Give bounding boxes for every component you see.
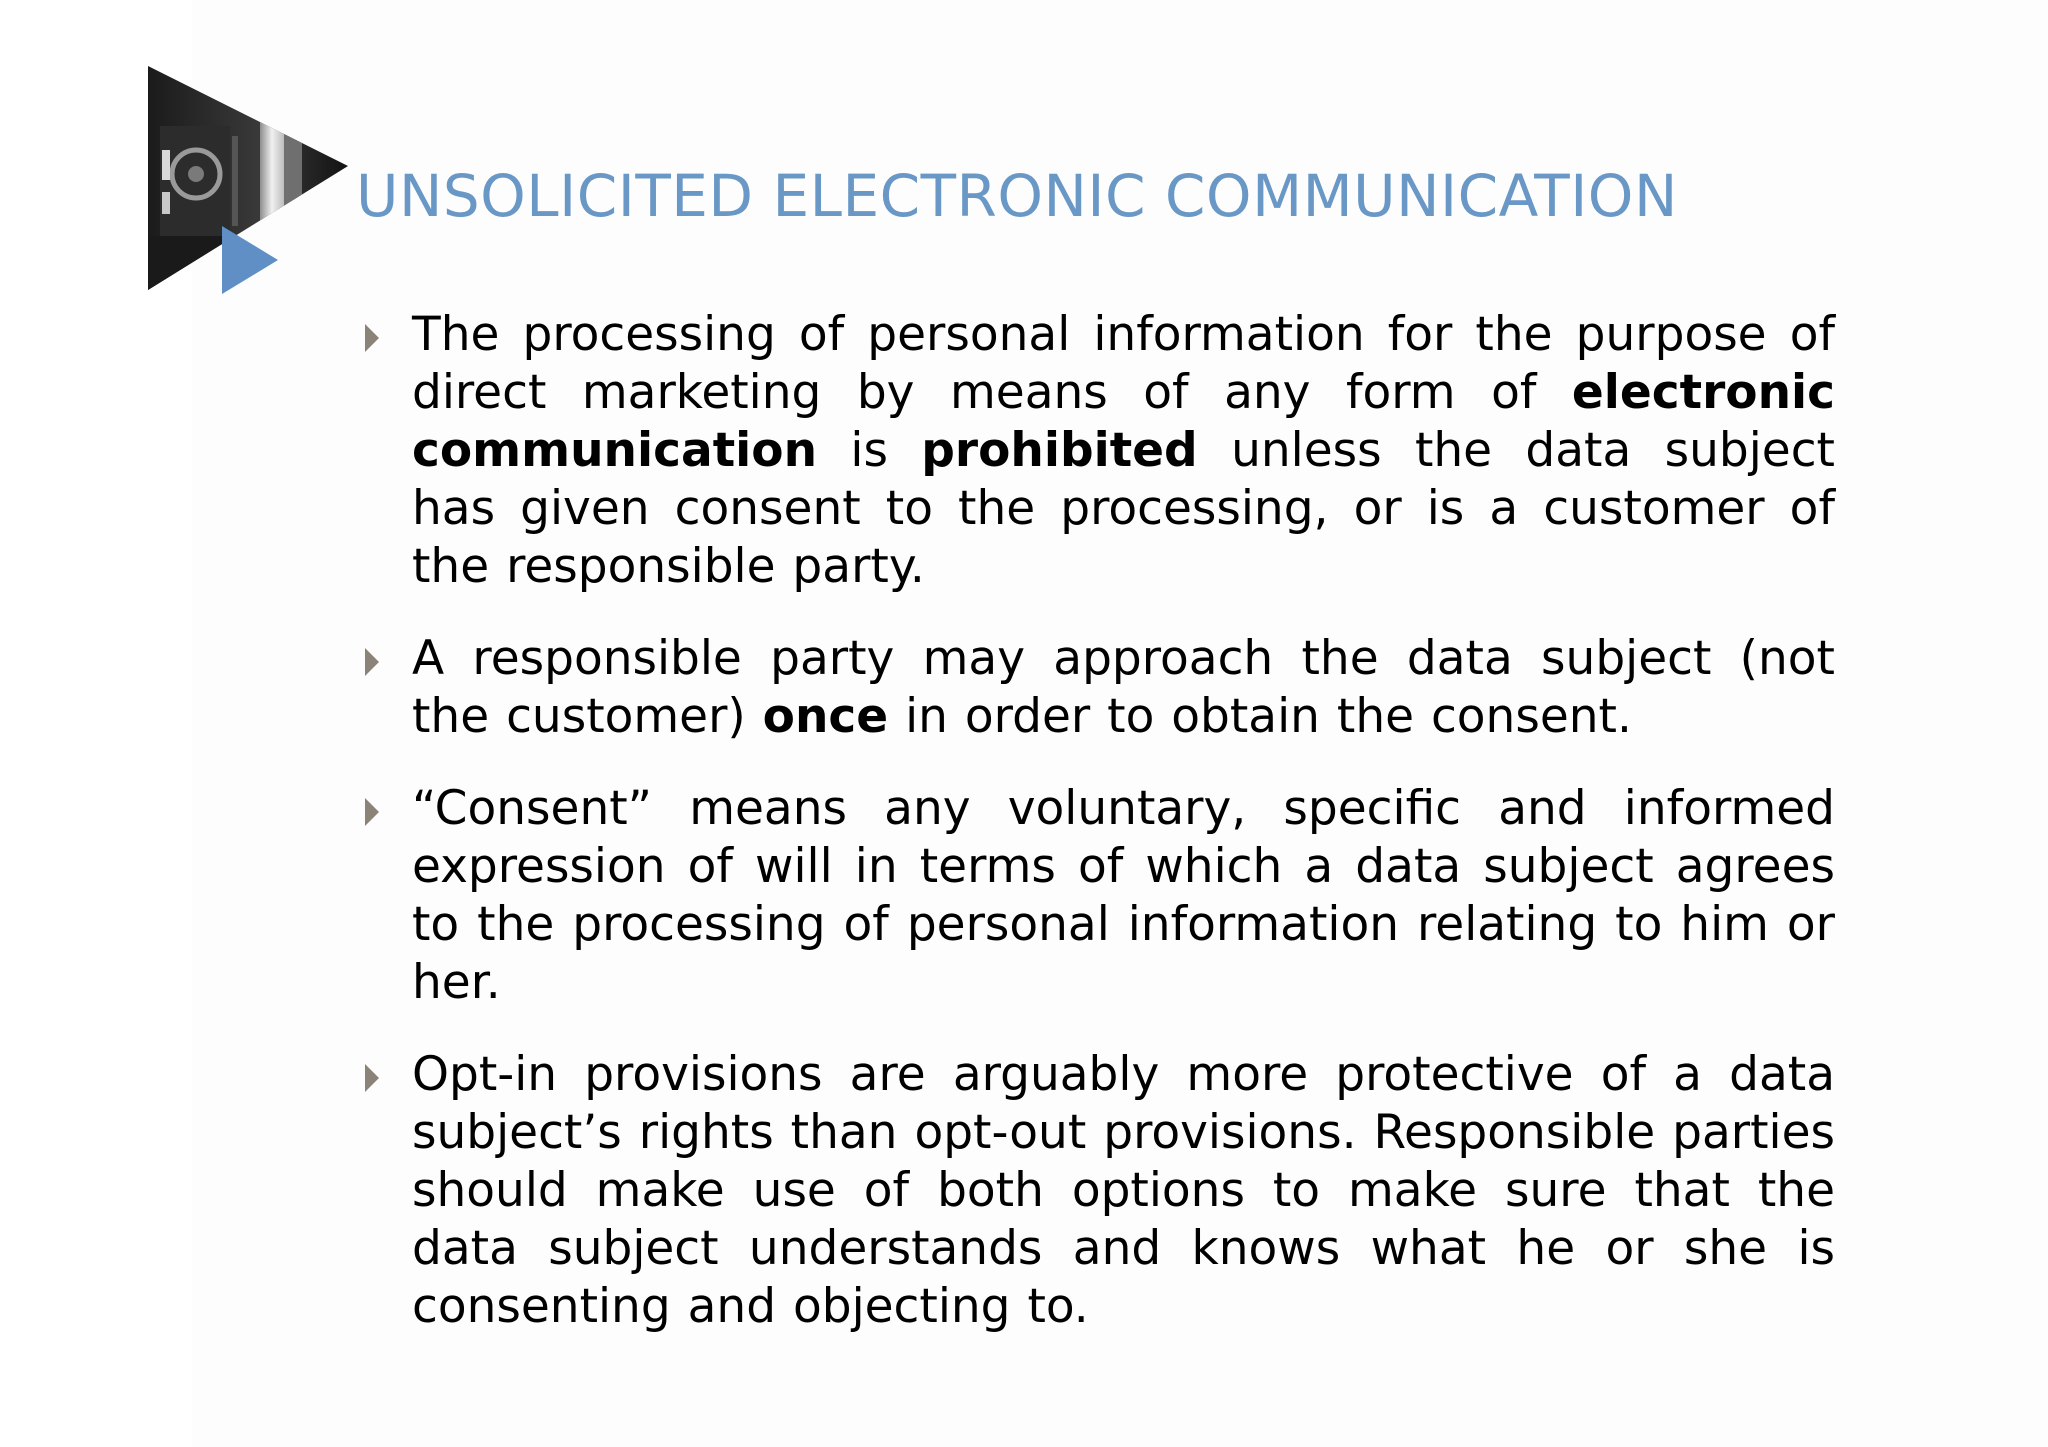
bullet-text: Opt-in provisions are arguably more protective of a data subject’s rights than opt-out provisions. Responsible parties should make use of both options to make sure that the data subject understands and knows what he or she is consenting and objecting to.	[412, 1047, 1835, 1334]
triangle-bullet-icon	[365, 798, 379, 826]
bullet-text: The processing of personal information for the purpose of direct marketing by means of any form of electronic communication is prohibited unless the data subject has given consent to the processing, or is a customer of the responsible party.	[412, 307, 1835, 594]
page-title: UNSOLICITED ELECTRONIC COMMUNICATION	[356, 162, 1678, 230]
triangle-bullet-icon	[365, 1064, 379, 1092]
list-item	[360, 306, 1835, 596]
list-item	[360, 780, 1835, 1012]
bullet-list	[360, 306, 1835, 1370]
bullet-text: A responsible party may approach the data subject (not the customer) once in order to obtain the consent.	[412, 631, 1835, 744]
bullet-text: “Consent” means any voluntary, specific and informed expression of will in terms of which a data subject agrees to the processing of personal information relating to him or her.	[412, 781, 1835, 1010]
list-item	[360, 630, 1835, 746]
list-item	[360, 1046, 1835, 1336]
play-triangle-logo-icon	[148, 66, 358, 296]
triangle-bullet-icon	[365, 324, 379, 352]
triangle-bullet-icon	[365, 648, 379, 676]
